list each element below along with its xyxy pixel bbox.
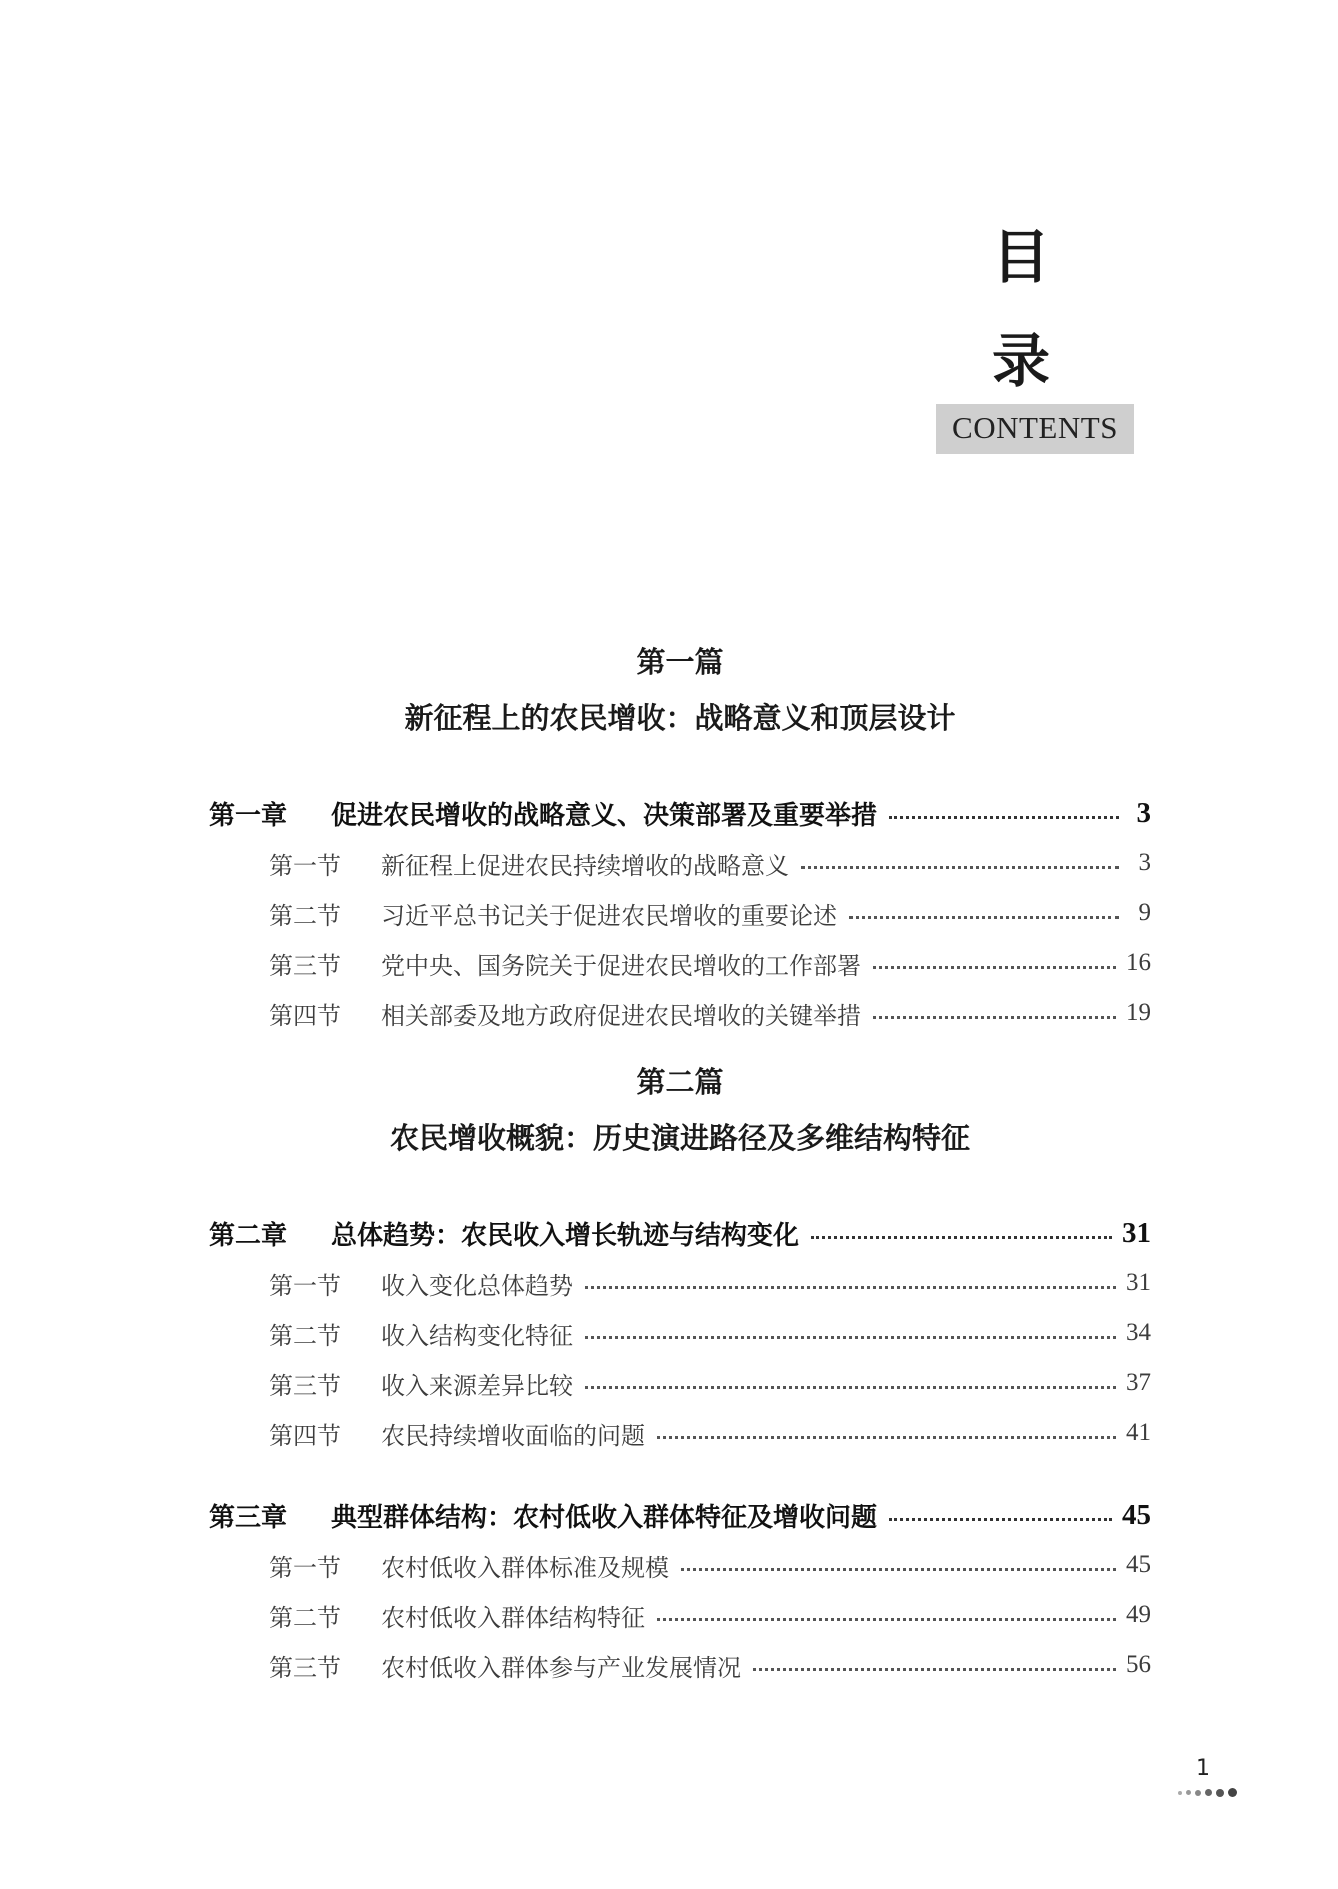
section-page: 9	[1138, 899, 1151, 926]
chapter-title: 典型群体结构：农村低收入群体特征及增收问题	[331, 1502, 878, 1533]
toc-section-entry[interactable]	[209, 1640, 1151, 1690]
chapter-title: 总体趋势：农民收入增长轨迹与结构变化	[331, 1220, 800, 1251]
ornament-dot	[1178, 1791, 1182, 1795]
section-title: 农民持续增收面临的问题	[381, 1421, 645, 1450]
ornament-dot	[1205, 1789, 1212, 1796]
part-title: 农民增收概貌：历史演进路径及多维结构特征	[389, 1121, 970, 1155]
section-label: 第四节	[269, 1001, 341, 1030]
section-page: 56	[1126, 1651, 1151, 1678]
section-title: 农村低收入群体结构特征	[381, 1603, 645, 1632]
section-title: 相关部委及地方政府促进农民增收的关键举措	[381, 1001, 861, 1030]
toc-section-entry[interactable]	[209, 988, 1151, 1038]
dot-leader	[849, 916, 1119, 919]
dot-leader	[585, 1386, 1116, 1389]
toc-chapter-entry[interactable]	[209, 1490, 1151, 1540]
section-title: 收入来源差异比较	[381, 1371, 573, 1400]
section-label: 第一节	[269, 1271, 341, 1300]
toc-section-entry[interactable]	[209, 838, 1151, 888]
contents-badge: CONTENTS	[936, 404, 1134, 454]
dot-leader	[657, 1618, 1116, 1621]
dot-leader	[889, 1518, 1112, 1521]
chapter-page: 31	[1122, 1216, 1151, 1249]
ornament-dot	[1228, 1788, 1237, 1797]
ornament-dot	[1186, 1790, 1191, 1795]
section-page: 37	[1126, 1369, 1151, 1396]
section-title: 农村低收入群体参与产业发展情况	[381, 1653, 741, 1682]
dot-leader	[873, 966, 1116, 969]
toc-section-entry[interactable]	[209, 1358, 1151, 1408]
toc-chapter-entry[interactable]	[209, 1208, 1151, 1258]
ornament-dot	[1216, 1789, 1224, 1797]
toc-title-char-mu: 目	[991, 223, 1050, 291]
section-page: 19	[1126, 999, 1151, 1026]
part-number: 第二篇	[636, 1065, 724, 1099]
section-title: 党中央、国务院关于促进农民增收的工作部署	[381, 951, 861, 980]
chapter-page: 45	[1122, 1498, 1151, 1531]
section-label: 第三节	[269, 1371, 341, 1400]
toc-section-entry[interactable]	[209, 1540, 1151, 1590]
chapter-label: 第三章	[209, 1502, 288, 1533]
ornament-dot	[1195, 1790, 1201, 1796]
table-of-contents	[209, 640, 1151, 1690]
section-label: 第四节	[269, 1421, 341, 1450]
dot-leader	[889, 816, 1119, 819]
chapter-label: 第二章	[209, 1220, 288, 1251]
section-title: 收入变化总体趋势	[381, 1271, 573, 1300]
part-number: 第一篇	[636, 645, 724, 679]
section-page: 3	[1138, 849, 1151, 876]
section-page: 16	[1126, 949, 1151, 976]
part-heading	[209, 640, 1151, 748]
chapter-page: 3	[1136, 796, 1151, 829]
page-number: 1	[1196, 1756, 1210, 1781]
page-ornament-dots	[1178, 1788, 1237, 1797]
toc-section-entry[interactable]	[209, 1308, 1151, 1358]
chapter-label: 第一章	[209, 800, 288, 831]
section-label: 第三节	[269, 1653, 341, 1682]
toc-section-entry[interactable]	[209, 1408, 1151, 1458]
section-label: 第一节	[269, 1553, 341, 1582]
section-title: 习近平总书记关于促进农民增收的重要论述	[381, 901, 837, 930]
toc-chapter-entry[interactable]	[209, 788, 1151, 838]
section-label: 第二节	[269, 901, 341, 930]
chapter-title: 促进农民增收的战略意义、决策部署及重要举措	[331, 800, 878, 831]
section-label: 第三节	[269, 951, 341, 980]
section-title: 收入结构变化特征	[381, 1321, 573, 1350]
dot-leader	[801, 866, 1119, 869]
section-page: 31	[1126, 1269, 1151, 1296]
section-page: 45	[1126, 1551, 1151, 1578]
dot-leader	[811, 1236, 1112, 1239]
section-title: 新征程上促进农民持续增收的战略意义	[381, 851, 789, 880]
section-page: 41	[1126, 1419, 1151, 1446]
part-title: 新征程上的农民增收：战略意义和顶层设计	[404, 701, 956, 735]
section-label: 第二节	[269, 1321, 341, 1350]
part-heading	[209, 1060, 1151, 1168]
toc-title-block	[930, 223, 1140, 454]
dot-leader	[585, 1336, 1116, 1339]
dot-leader	[657, 1436, 1116, 1439]
dot-leader	[753, 1668, 1116, 1671]
section-page: 34	[1126, 1319, 1151, 1346]
dot-leader	[585, 1286, 1116, 1289]
toc-section-entry[interactable]	[209, 888, 1151, 938]
section-title: 农村低收入群体标准及规模	[381, 1553, 669, 1582]
toc-section-entry[interactable]	[209, 1590, 1151, 1640]
toc-section-entry[interactable]	[209, 1258, 1151, 1308]
dot-leader	[873, 1016, 1116, 1019]
section-label: 第一节	[269, 851, 341, 880]
section-page: 49	[1126, 1601, 1151, 1628]
toc-title-char-lu: 录	[991, 327, 1050, 395]
section-label: 第二节	[269, 1603, 341, 1632]
dot-leader	[681, 1568, 1116, 1571]
toc-section-entry[interactable]	[209, 938, 1151, 988]
